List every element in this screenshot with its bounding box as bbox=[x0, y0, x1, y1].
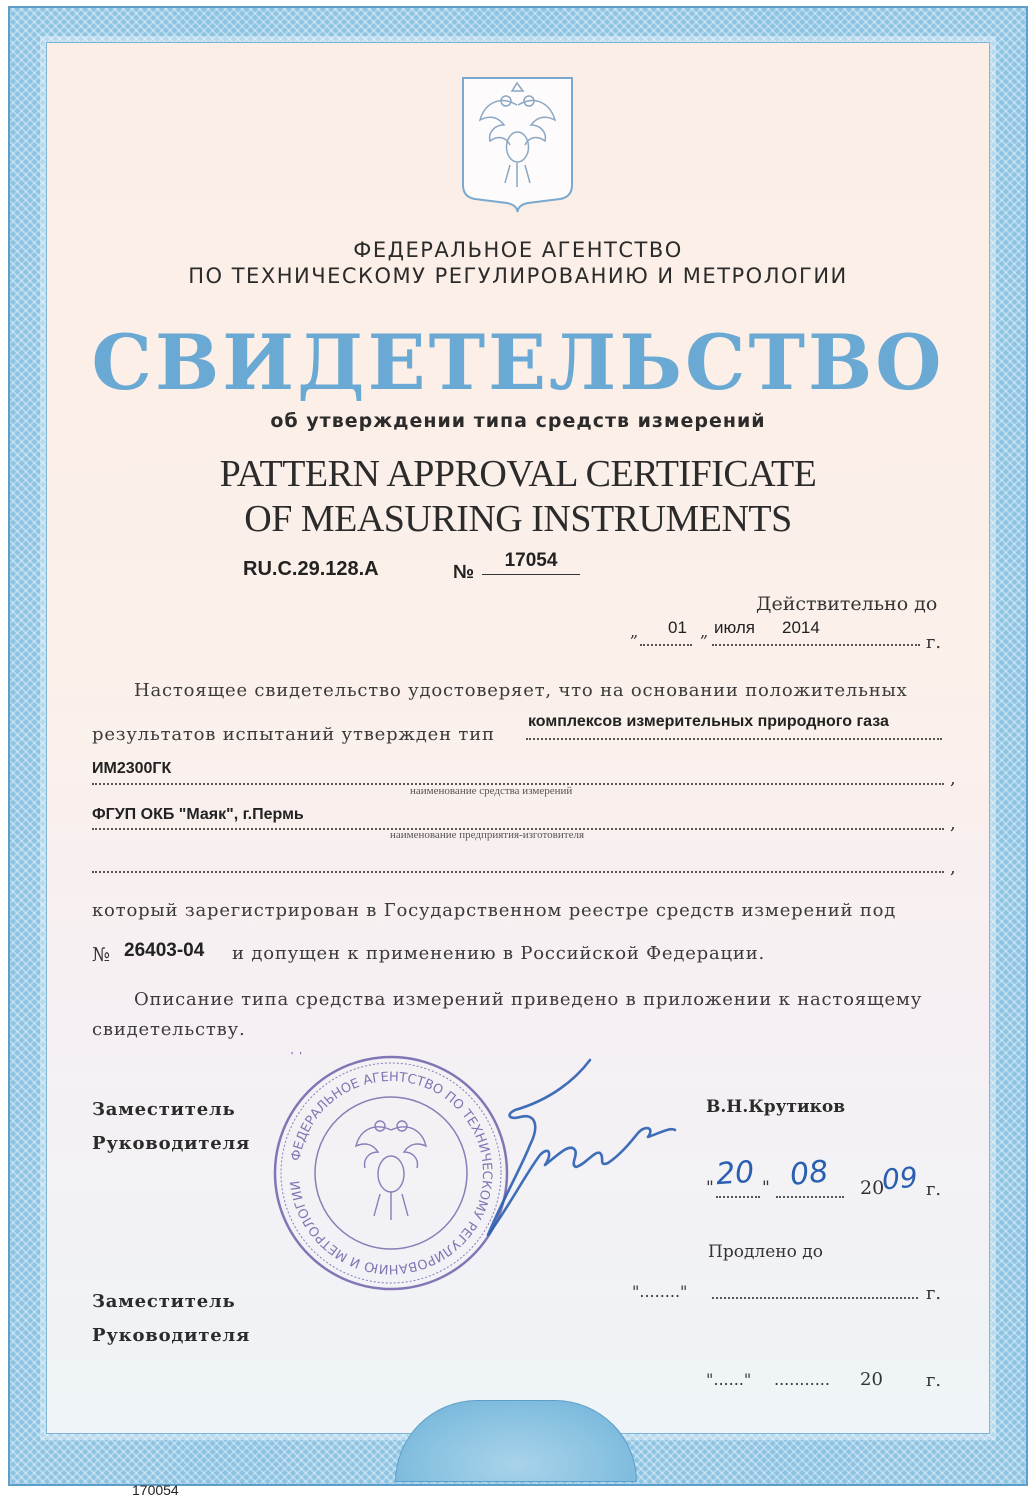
validity-month: июля bbox=[714, 618, 755, 637]
validity-close-quote: „ bbox=[700, 622, 709, 641]
certificate-code: RU.C.29.128.A bbox=[243, 558, 379, 580]
english-title-line-1: PATTERN APPROVAL CERTIFICATE bbox=[219, 453, 817, 495]
body-para1-line2: результатов испытаний утвержден тип bbox=[92, 724, 495, 745]
validity-month-dots bbox=[712, 644, 920, 646]
date-open-quote: " bbox=[706, 1178, 714, 1198]
extended2-quotes: "......" bbox=[706, 1370, 752, 1389]
extended1-quotes: "........" bbox=[632, 1282, 688, 1301]
extended2-dots: ........... bbox=[774, 1370, 830, 1389]
handwritten-signature bbox=[480, 1055, 680, 1245]
form-serial-number: 170054 bbox=[132, 1482, 179, 1498]
date-g: г. bbox=[926, 1179, 942, 1200]
stamp-ogrn bbox=[1, 1, 2, 2]
validity-suffix: г. bbox=[926, 632, 942, 653]
type-value: комплексов измерительных природного газа bbox=[528, 713, 889, 730]
validity-day: 01 bbox=[668, 618, 687, 637]
deputy1-line1: Заместитель bbox=[92, 1099, 236, 1120]
date-year-prefix: 20 bbox=[860, 1177, 885, 1199]
instrument-caption: наименование средства измерений bbox=[410, 785, 573, 797]
instrument-name: ИМ2300ГК bbox=[92, 760, 172, 777]
extended1-dots bbox=[712, 1297, 918, 1299]
date-day-handwritten: 20 bbox=[714, 1154, 756, 1193]
registry-tail: и допущен к применению в Российской Федерации. bbox=[232, 943, 766, 964]
blank-line-dots bbox=[92, 871, 944, 873]
validity-label: Действительно до bbox=[756, 593, 938, 615]
agency-line-1: ФЕДЕРАЛЬНОЕ АГЕНТСТВО bbox=[353, 238, 683, 262]
body-para3-line2: свидетельству. bbox=[92, 1019, 246, 1040]
extended2-g: г. bbox=[926, 1370, 942, 1391]
extended-label: Продлено до bbox=[708, 1242, 823, 1262]
manufacturer-comma: , bbox=[950, 813, 956, 834]
signer-name: В.Н.Крутиков bbox=[706, 1097, 846, 1117]
deputy2-line1: Заместитель bbox=[92, 1291, 236, 1312]
validity-open-quote: „ bbox=[630, 622, 639, 641]
deputy2-line2: Руководителя bbox=[92, 1325, 251, 1346]
blank-line-comma: , bbox=[950, 857, 956, 878]
body-para1-line1: Настоящее свидетельство удостоверяет, что на основании положительных bbox=[134, 680, 908, 701]
date-close-quote: " bbox=[762, 1178, 770, 1198]
date-day-dots bbox=[716, 1196, 760, 1198]
certificate-number: 17054 bbox=[482, 550, 580, 575]
extended2-year: 20 bbox=[860, 1369, 883, 1390]
registry-line: который зарегистрирован в Государственном реестре средств измерений под bbox=[92, 900, 897, 921]
deputy1-line2: Руководителя bbox=[92, 1133, 251, 1154]
agency-line-2: ПО ТЕХНИЧЕСКОМУ РЕГУЛИРОВАНИЮ И МЕТРОЛОГИИ bbox=[188, 264, 848, 288]
registry-number: 26403-04 bbox=[124, 940, 205, 961]
stamp-arc-text: ФЕДЕРАЛЬНОЕ АГЕНТСТВО ПО ТЕХНИЧЕСКОМУ РЕГУЛИРОВАНИЮ И МЕТРОЛОГИИ bbox=[288, 1069, 495, 1277]
extended1-g: г. bbox=[926, 1283, 942, 1304]
type-dots bbox=[526, 738, 942, 740]
coat-of-arms-emblem bbox=[460, 75, 575, 213]
date-month-handwritten: 08 bbox=[788, 1154, 830, 1193]
number-sign: № bbox=[453, 562, 475, 583]
certificate-subtitle: об утверждении типа средств измерений bbox=[270, 410, 766, 432]
official-stamp bbox=[270, 1052, 512, 1294]
english-title-line-2: OF MEASURING INSTRUMENTS bbox=[244, 498, 792, 540]
body-para3-line1: Описание типа средства измерений приведено в приложении к настоящему bbox=[134, 989, 923, 1010]
svg-text:ФЕДЕРАЛЬНОЕ АГЕНТСТВО ПО ТЕХНИ bbox=[288, 1070, 494, 1276]
certificate-title: СВИДЕТЕЛЬСТВО bbox=[91, 318, 945, 407]
manufacturer-caption: наименование предприятия-изготовителя bbox=[390, 829, 584, 841]
date-month-dots bbox=[776, 1196, 844, 1198]
instrument-comma: , bbox=[950, 768, 956, 789]
validity-year: 2014 bbox=[782, 618, 820, 637]
validity-day-dots bbox=[640, 644, 692, 646]
manufacturer-name: ФГУП ОКБ "Маяк", г.Пермь bbox=[92, 806, 304, 823]
date-year-handwritten: 09 bbox=[880, 1160, 920, 1197]
stamp-text bbox=[270, 1052, 512, 1056]
registry-sign: № bbox=[92, 944, 110, 966]
